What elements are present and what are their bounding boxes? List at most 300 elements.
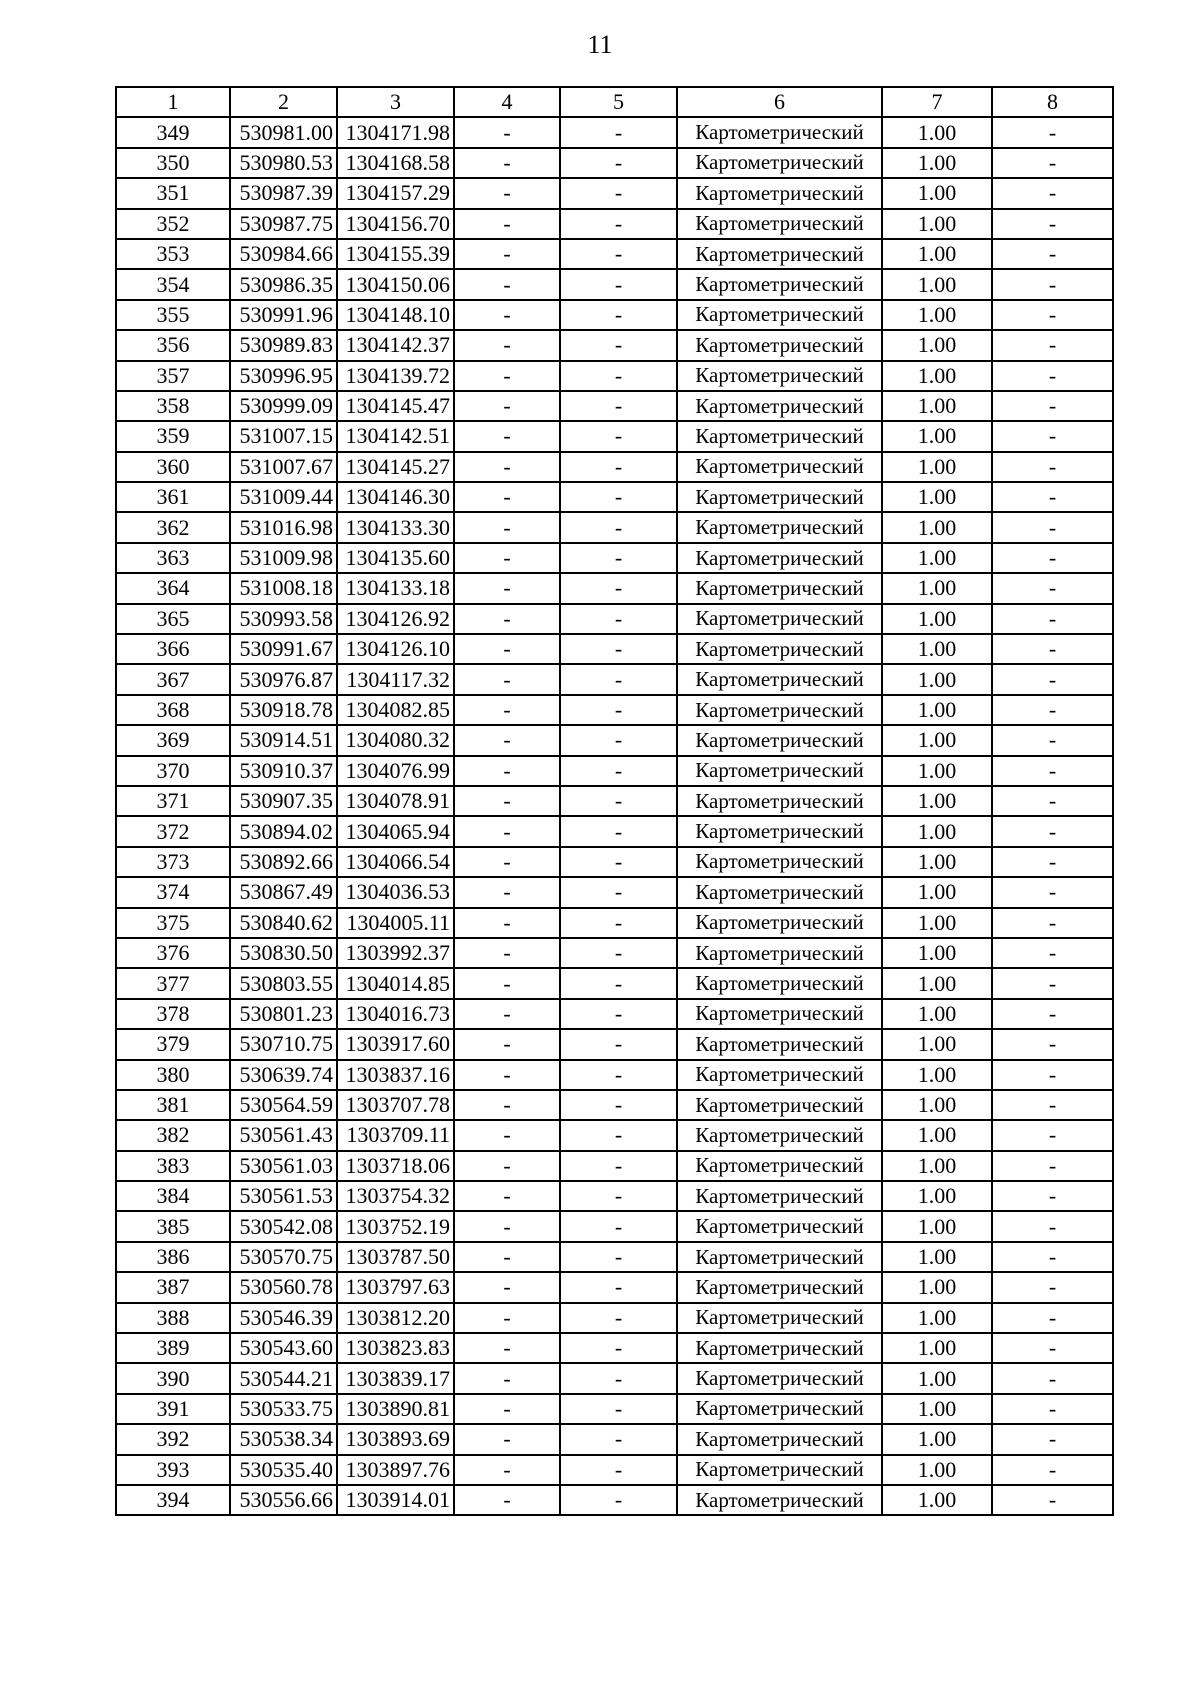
column-header-5: 5 <box>560 87 677 117</box>
table-row <box>116 482 1113 512</box>
cell-col-4: - <box>454 1181 560 1211</box>
cell-col-4: - <box>454 1485 560 1515</box>
cell-col-8: - <box>992 786 1113 816</box>
cell-coord-y: 1304133.30 <box>337 512 454 542</box>
cell-accuracy: 1.00 <box>882 391 992 421</box>
cell-coord-y: 1304145.27 <box>337 452 454 482</box>
cell-coord-x: 530546.39 <box>230 1303 337 1333</box>
cell-coord-x: 530639.74 <box>230 1060 337 1090</box>
cell-col-5: - <box>560 1029 677 1059</box>
cell-col-8: - <box>992 300 1113 330</box>
cell-point-number: 372 <box>116 816 230 846</box>
cell-col-5: - <box>560 695 677 725</box>
cell-method: Картометрический <box>677 756 882 786</box>
cell-method: Картометрический <box>677 239 882 269</box>
cell-point-number: 384 <box>116 1181 230 1211</box>
cell-accuracy: 1.00 <box>882 1060 992 1090</box>
cell-col-4: - <box>454 148 560 178</box>
cell-col-5: - <box>560 877 677 907</box>
cell-coord-x: 531009.98 <box>230 543 337 573</box>
column-header-3: 3 <box>337 87 454 117</box>
table-row <box>116 604 1113 634</box>
cell-col-8: - <box>992 938 1113 968</box>
cell-col-4: - <box>454 330 560 360</box>
cell-col-8: - <box>992 1303 1113 1333</box>
table-row <box>116 695 1113 725</box>
cell-point-number: 371 <box>116 786 230 816</box>
cell-method: Картометрический <box>677 391 882 421</box>
cell-point-number: 369 <box>116 725 230 755</box>
cell-method: Картометрический <box>677 877 882 907</box>
cell-accuracy: 1.00 <box>882 573 992 603</box>
cell-coord-x: 530710.75 <box>230 1029 337 1059</box>
cell-col-8: - <box>992 1151 1113 1181</box>
cell-method: Картометрический <box>677 938 882 968</box>
cell-col-4: - <box>454 604 560 634</box>
cell-col-4: - <box>454 1394 560 1424</box>
cell-coord-x: 531008.18 <box>230 573 337 603</box>
cell-coord-y: 1303837.16 <box>337 1060 454 1090</box>
cell-coord-x: 530996.95 <box>230 361 337 391</box>
table-row <box>116 1120 1113 1150</box>
cell-coord-y: 1304168.58 <box>337 148 454 178</box>
cell-col-5: - <box>560 543 677 573</box>
cell-coord-x: 530560.78 <box>230 1272 337 1302</box>
cell-coord-x: 531007.15 <box>230 421 337 451</box>
cell-col-8: - <box>992 512 1113 542</box>
cell-coord-y: 1304155.39 <box>337 239 454 269</box>
cell-accuracy: 1.00 <box>882 999 992 1029</box>
cell-col-5: - <box>560 512 677 542</box>
cell-accuracy: 1.00 <box>882 482 992 512</box>
cell-point-number: 382 <box>116 1120 230 1150</box>
cell-col-4: - <box>454 634 560 664</box>
cell-col-4: - <box>454 938 560 968</box>
cell-coord-y: 1304150.06 <box>337 269 454 299</box>
cell-coord-x: 530984.66 <box>230 239 337 269</box>
cell-col-5: - <box>560 391 677 421</box>
cell-coord-y: 1304005.11 <box>337 908 454 938</box>
cell-col-8: - <box>992 1272 1113 1302</box>
cell-accuracy: 1.00 <box>882 148 992 178</box>
cell-accuracy: 1.00 <box>882 664 992 694</box>
cell-col-4: - <box>454 1060 560 1090</box>
cell-coord-y: 1304142.37 <box>337 330 454 360</box>
cell-col-4: - <box>454 756 560 786</box>
cell-col-8: - <box>992 847 1113 877</box>
cell-method: Картометрический <box>677 1242 882 1272</box>
cell-point-number: 381 <box>116 1090 230 1120</box>
cell-coord-y: 1304171.98 <box>337 117 454 147</box>
cell-accuracy: 1.00 <box>882 1120 992 1150</box>
cell-coord-y: 1304139.72 <box>337 361 454 391</box>
cell-coord-y: 1303752.19 <box>337 1211 454 1241</box>
cell-point-number: 361 <box>116 482 230 512</box>
cell-coord-y: 1304014.85 <box>337 968 454 998</box>
cell-col-8: - <box>992 330 1113 360</box>
table-row <box>116 148 1113 178</box>
cell-col-8: - <box>992 1394 1113 1424</box>
cell-col-5: - <box>560 1120 677 1150</box>
cell-col-5: - <box>560 178 677 208</box>
cell-col-4: - <box>454 816 560 846</box>
cell-col-5: - <box>560 1424 677 1454</box>
cell-col-5: - <box>560 1242 677 1272</box>
cell-col-4: - <box>454 1242 560 1272</box>
cell-col-5: - <box>560 938 677 968</box>
cell-coord-y: 1304066.54 <box>337 847 454 877</box>
cell-col-5: - <box>560 786 677 816</box>
cell-point-number: 367 <box>116 664 230 694</box>
cell-col-5: - <box>560 604 677 634</box>
cell-method: Картометрический <box>677 482 882 512</box>
cell-method: Картометрический <box>677 1181 882 1211</box>
cell-point-number: 363 <box>116 543 230 573</box>
cell-method: Картометрический <box>677 695 882 725</box>
table-row <box>116 725 1113 755</box>
cell-col-5: - <box>560 634 677 664</box>
cell-coord-y: 1303812.20 <box>337 1303 454 1333</box>
cell-coord-y: 1303797.63 <box>337 1272 454 1302</box>
cell-coord-y: 1304016.73 <box>337 999 454 1029</box>
cell-coord-y: 1303897.76 <box>337 1455 454 1485</box>
cell-point-number: 373 <box>116 847 230 877</box>
cell-method: Картометрический <box>677 1060 882 1090</box>
cell-col-8: - <box>992 1485 1113 1515</box>
cell-point-number: 394 <box>116 1485 230 1515</box>
cell-accuracy: 1.00 <box>882 877 992 907</box>
cell-col-5: - <box>560 239 677 269</box>
cell-accuracy: 1.00 <box>882 1303 992 1333</box>
cell-coord-x: 530999.09 <box>230 391 337 421</box>
cell-method: Картометрический <box>677 816 882 846</box>
cell-coord-y: 1303707.78 <box>337 1090 454 1120</box>
cell-col-4: - <box>454 1211 560 1241</box>
cell-coord-x: 530556.66 <box>230 1485 337 1515</box>
cell-coord-x: 530542.08 <box>230 1211 337 1241</box>
cell-col-4: - <box>454 664 560 694</box>
cell-col-5: - <box>560 209 677 239</box>
cell-col-8: - <box>992 968 1113 998</box>
cell-accuracy: 1.00 <box>882 1333 992 1363</box>
cell-col-5: - <box>560 573 677 603</box>
cell-col-4: - <box>454 452 560 482</box>
cell-col-4: - <box>454 543 560 573</box>
cell-col-5: - <box>560 452 677 482</box>
cell-method: Картометрический <box>677 148 882 178</box>
cell-col-4: - <box>454 482 560 512</box>
cell-method: Картометрический <box>677 178 882 208</box>
cell-accuracy: 1.00 <box>882 1394 992 1424</box>
table-row <box>116 269 1113 299</box>
table-row <box>116 1181 1113 1211</box>
cell-col-8: - <box>992 604 1113 634</box>
column-header-8: 8 <box>992 87 1113 117</box>
cell-method: Картометрический <box>677 361 882 391</box>
cell-col-5: - <box>560 1090 677 1120</box>
cell-col-8: - <box>992 1211 1113 1241</box>
table-row <box>116 968 1113 998</box>
table-row <box>116 756 1113 786</box>
cell-method: Картометрический <box>677 452 882 482</box>
cell-accuracy: 1.00 <box>882 695 992 725</box>
cell-coord-y: 1304146.30 <box>337 482 454 512</box>
cell-coord-y: 1304133.18 <box>337 573 454 603</box>
cell-coord-y: 1304148.10 <box>337 300 454 330</box>
cell-col-5: - <box>560 664 677 694</box>
cell-col-8: - <box>992 877 1113 907</box>
cell-col-8: - <box>992 178 1113 208</box>
cell-col-4: - <box>454 512 560 542</box>
cell-col-4: - <box>454 391 560 421</box>
table-row <box>116 1455 1113 1485</box>
cell-coord-y: 1303890.81 <box>337 1394 454 1424</box>
cell-point-number: 353 <box>116 239 230 269</box>
cell-point-number: 350 <box>116 148 230 178</box>
cell-col-5: - <box>560 1211 677 1241</box>
cell-col-4: - <box>454 1151 560 1181</box>
cell-col-4: - <box>454 968 560 998</box>
cell-col-8: - <box>992 664 1113 694</box>
cell-accuracy: 1.00 <box>882 816 992 846</box>
cell-method: Картометрический <box>677 330 882 360</box>
table-row <box>116 543 1113 573</box>
table-row <box>116 330 1113 360</box>
cell-point-number: 388 <box>116 1303 230 1333</box>
cell-point-number: 392 <box>116 1424 230 1454</box>
cell-point-number: 354 <box>116 269 230 299</box>
cell-point-number: 355 <box>116 300 230 330</box>
cell-col-4: - <box>454 117 560 147</box>
cell-col-8: - <box>992 999 1113 1029</box>
cell-accuracy: 1.00 <box>882 1211 992 1241</box>
cell-col-4: - <box>454 1029 560 1059</box>
cell-coord-y: 1303893.69 <box>337 1424 454 1454</box>
cell-col-5: - <box>560 1060 677 1090</box>
cell-coord-x: 530980.53 <box>230 148 337 178</box>
cell-col-4: - <box>454 1120 560 1150</box>
table-row <box>116 117 1113 147</box>
cell-method: Картометрический <box>677 1029 882 1059</box>
cell-accuracy: 1.00 <box>882 1181 992 1211</box>
cell-col-4: - <box>454 786 560 816</box>
cell-coord-x: 530914.51 <box>230 725 337 755</box>
cell-col-5: - <box>560 756 677 786</box>
table-body <box>116 117 1113 1515</box>
cell-point-number: 387 <box>116 1272 230 1302</box>
cell-col-4: - <box>454 695 560 725</box>
cell-col-5: - <box>560 968 677 998</box>
cell-col-4: - <box>454 573 560 603</box>
cell-col-8: - <box>992 1333 1113 1363</box>
column-header-2: 2 <box>230 87 337 117</box>
cell-col-8: - <box>992 1181 1113 1211</box>
cell-method: Картометрический <box>677 1120 882 1150</box>
cell-coord-y: 1304135.60 <box>337 543 454 573</box>
cell-col-5: - <box>560 1272 677 1302</box>
cell-method: Картометрический <box>677 1363 882 1393</box>
cell-coord-x: 530981.00 <box>230 117 337 147</box>
table-row <box>116 452 1113 482</box>
cell-method: Картометрический <box>677 421 882 451</box>
table-row <box>116 209 1113 239</box>
cell-col-8: - <box>992 543 1113 573</box>
cell-coord-y: 1303839.17 <box>337 1363 454 1393</box>
cell-method: Картометрический <box>677 968 882 998</box>
cell-point-number: 351 <box>116 178 230 208</box>
cell-point-number: 365 <box>116 604 230 634</box>
cell-col-4: - <box>454 725 560 755</box>
cell-col-4: - <box>454 269 560 299</box>
cell-point-number: 356 <box>116 330 230 360</box>
cell-coord-x: 530892.66 <box>230 847 337 877</box>
cell-coord-x: 530564.59 <box>230 1090 337 1120</box>
table-row <box>116 1029 1113 1059</box>
cell-col-8: - <box>992 117 1113 147</box>
cell-accuracy: 1.00 <box>882 756 992 786</box>
table-row <box>116 999 1113 1029</box>
cell-coord-x: 530840.62 <box>230 908 337 938</box>
cell-col-5: - <box>560 1303 677 1333</box>
cell-method: Картометрический <box>677 664 882 694</box>
cell-coord-y: 1304082.85 <box>337 695 454 725</box>
cell-coord-y: 1303754.32 <box>337 1181 454 1211</box>
cell-coord-y: 1304126.92 <box>337 604 454 634</box>
cell-coord-x: 530570.75 <box>230 1242 337 1272</box>
table-row <box>116 908 1113 938</box>
cell-coord-x: 530561.43 <box>230 1120 337 1150</box>
table-row <box>116 634 1113 664</box>
table-row <box>116 512 1113 542</box>
cell-method: Картометрический <box>677 634 882 664</box>
cell-col-8: - <box>992 361 1113 391</box>
cell-col-8: - <box>992 725 1113 755</box>
cell-coord-x: 530561.53 <box>230 1181 337 1211</box>
cell-coord-y: 1304142.51 <box>337 421 454 451</box>
cell-accuracy: 1.00 <box>882 725 992 755</box>
cell-col-5: - <box>560 361 677 391</box>
table-row <box>116 1333 1113 1363</box>
table-row <box>116 1151 1113 1181</box>
cell-method: Картометрический <box>677 999 882 1029</box>
cell-point-number: 359 <box>116 421 230 451</box>
cell-col-8: - <box>992 816 1113 846</box>
cell-col-4: - <box>454 178 560 208</box>
cell-coord-x: 530993.58 <box>230 604 337 634</box>
cell-coord-y: 1304126.10 <box>337 634 454 664</box>
cell-point-number: 362 <box>116 512 230 542</box>
cell-accuracy: 1.00 <box>882 1272 992 1302</box>
cell-point-number: 357 <box>116 361 230 391</box>
cell-coord-y: 1303709.11 <box>337 1120 454 1150</box>
column-header-6: 6 <box>677 87 882 117</box>
cell-coord-x: 531016.98 <box>230 512 337 542</box>
cell-point-number: 393 <box>116 1455 230 1485</box>
page-number: 11 <box>587 30 613 59</box>
cell-col-5: - <box>560 1455 677 1485</box>
table-row <box>116 361 1113 391</box>
table-row <box>116 1303 1113 1333</box>
cell-accuracy: 1.00 <box>882 452 992 482</box>
cell-point-number: 390 <box>116 1363 230 1393</box>
coordinates-table <box>115 86 1114 1516</box>
cell-coord-x: 530991.96 <box>230 300 337 330</box>
cell-method: Картометрический <box>677 1485 882 1515</box>
cell-col-5: - <box>560 725 677 755</box>
table-row <box>116 1363 1113 1393</box>
cell-point-number: 349 <box>116 117 230 147</box>
cell-coord-y: 1304117.32 <box>337 664 454 694</box>
cell-point-number: 377 <box>116 968 230 998</box>
cell-point-number: 358 <box>116 391 230 421</box>
table-row <box>116 239 1113 269</box>
cell-coord-x: 530544.21 <box>230 1363 337 1393</box>
cell-col-4: - <box>454 908 560 938</box>
cell-col-4: - <box>454 877 560 907</box>
cell-point-number: 380 <box>116 1060 230 1090</box>
cell-coord-y: 1304065.94 <box>337 816 454 846</box>
cell-method: Картометрический <box>677 1333 882 1363</box>
table-row <box>116 1485 1113 1515</box>
cell-coord-x: 530986.35 <box>230 269 337 299</box>
cell-coord-x: 531007.67 <box>230 452 337 482</box>
cell-coord-x: 530830.50 <box>230 938 337 968</box>
cell-col-5: - <box>560 1485 677 1515</box>
cell-method: Картометрический <box>677 1303 882 1333</box>
cell-col-4: - <box>454 361 560 391</box>
table-row <box>116 1424 1113 1454</box>
cell-point-number: 386 <box>116 1242 230 1272</box>
cell-coord-y: 1303718.06 <box>337 1151 454 1181</box>
cell-coord-x: 530894.02 <box>230 816 337 846</box>
cell-col-4: - <box>454 239 560 269</box>
cell-col-8: - <box>992 1455 1113 1485</box>
table-row <box>116 1211 1113 1241</box>
cell-accuracy: 1.00 <box>882 421 992 451</box>
cell-col-5: - <box>560 847 677 877</box>
cell-method: Картометрический <box>677 300 882 330</box>
cell-method: Картометрический <box>677 209 882 239</box>
cell-method: Картометрический <box>677 1424 882 1454</box>
cell-method: Картометрический <box>677 908 882 938</box>
cell-accuracy: 1.00 <box>882 300 992 330</box>
cell-point-number: 391 <box>116 1394 230 1424</box>
cell-col-5: - <box>560 421 677 451</box>
cell-col-8: - <box>992 269 1113 299</box>
cell-accuracy: 1.00 <box>882 330 992 360</box>
cell-col-8: - <box>992 391 1113 421</box>
cell-method: Картометрический <box>677 512 882 542</box>
cell-point-number: 360 <box>116 452 230 482</box>
cell-point-number: 383 <box>116 1151 230 1181</box>
cell-coord-y: 1304076.99 <box>337 756 454 786</box>
table-row <box>116 1394 1113 1424</box>
cell-accuracy: 1.00 <box>882 847 992 877</box>
cell-coord-y: 1304036.53 <box>337 877 454 907</box>
cell-coord-x: 530867.49 <box>230 877 337 907</box>
cell-method: Картометрический <box>677 847 882 877</box>
cell-accuracy: 1.00 <box>882 1242 992 1272</box>
cell-col-4: - <box>454 1090 560 1120</box>
cell-col-5: - <box>560 908 677 938</box>
cell-col-8: - <box>992 482 1113 512</box>
cell-accuracy: 1.00 <box>882 1455 992 1485</box>
cell-accuracy: 1.00 <box>882 117 992 147</box>
cell-col-5: - <box>560 148 677 178</box>
cell-coord-x: 530918.78 <box>230 695 337 725</box>
cell-col-5: - <box>560 117 677 147</box>
cell-col-5: - <box>560 482 677 512</box>
